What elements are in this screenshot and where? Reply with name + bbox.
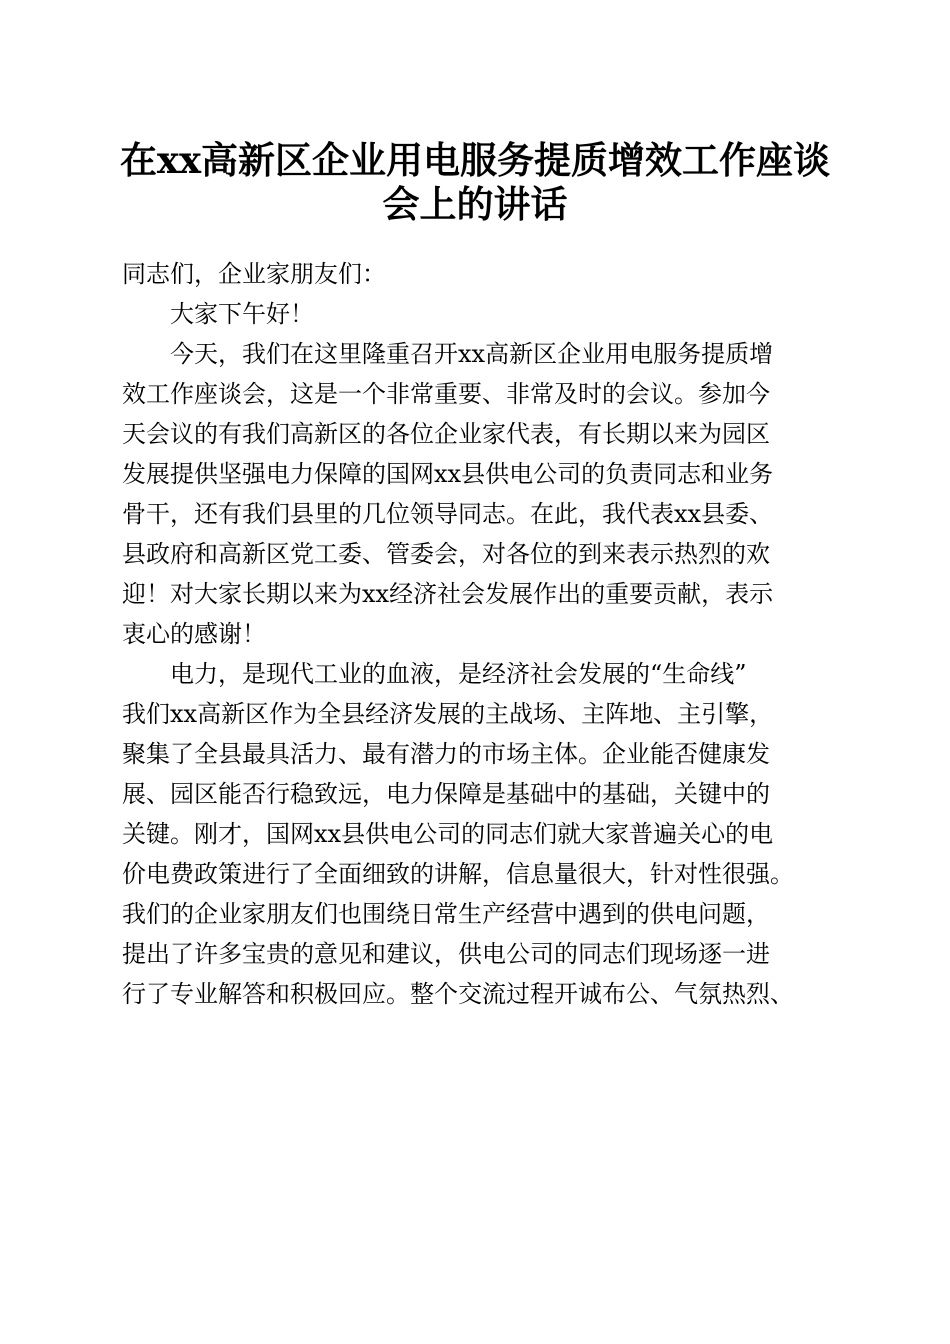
paragraph-line: 提出了许多宝贵的意见和建议，供电公司的同志们现场逐一进 — [122, 940, 770, 968]
paragraph-line: 关键。刚才，国网xx县供电公司的同志们就大家普遍关心的电 — [122, 820, 774, 848]
paragraph-line: 发展提供坚强电力保障的国网xx县供电公司的负责同志和业务 — [122, 460, 774, 488]
document-title-line-2: 会上的讲话 — [382, 182, 568, 226]
paragraph-line: 县政府和高新区党工委、管委会，对各位的到来表示热烈的欢 — [122, 540, 770, 568]
document-body — [122, 254, 842, 1014]
document-title-line-1: 在xx高新区企业用电服务提质增效工作座谈 — [119, 138, 831, 182]
paragraph-line: 今天，我们在这里隆重召开xx高新区企业用电服务提质增 — [170, 340, 774, 368]
paragraph-line: 我们的企业家朋友们也围绕日常生产经营中遇到的供电问题， — [122, 900, 770, 928]
paragraph-line: 展、园区能否行稳致远，电力保障是基础中的基础，关键中的 — [122, 780, 770, 808]
paragraph-line: 聚集了全县最具活力、最有潜力的市场主体。企业能否健康发 — [122, 740, 770, 768]
greeting: 大家下午好！ — [170, 300, 314, 328]
paragraph-line: 我们xx高新区作为全县经济发展的主战场、主阵地、主引擎， — [122, 700, 774, 728]
paragraph-line: 天会议的有我们高新区的各位企业家代表，有长期以来为园区 — [122, 420, 770, 448]
paragraph-line: 电力，是现代工业的血液，是经济社会发展的“生命线” — [170, 660, 747, 688]
salutation: 同志们，企业家朋友们： — [122, 260, 386, 288]
paragraph-line: 衷心的感谢！ — [122, 620, 266, 648]
paragraph-line: 效工作座谈会，这是一个非常重要、非常及时的会议。参加今 — [122, 380, 770, 408]
paragraph-line: 骨干，还有我们县里的几位领导同志。在此，我代表xx县委、 — [122, 500, 774, 528]
paragraph-line: 价电费政策进行了全面细致的讲解，信息量很大，针对性很强。 — [122, 860, 794, 888]
paragraph-line: 行了专业解答和积极回应。整个交流过程开诚布公、气氛热烈、 — [122, 980, 794, 1008]
paragraph-line: 迎！对大家长期以来为xx经济社会发展作出的重要贡献，表示 — [122, 580, 774, 608]
